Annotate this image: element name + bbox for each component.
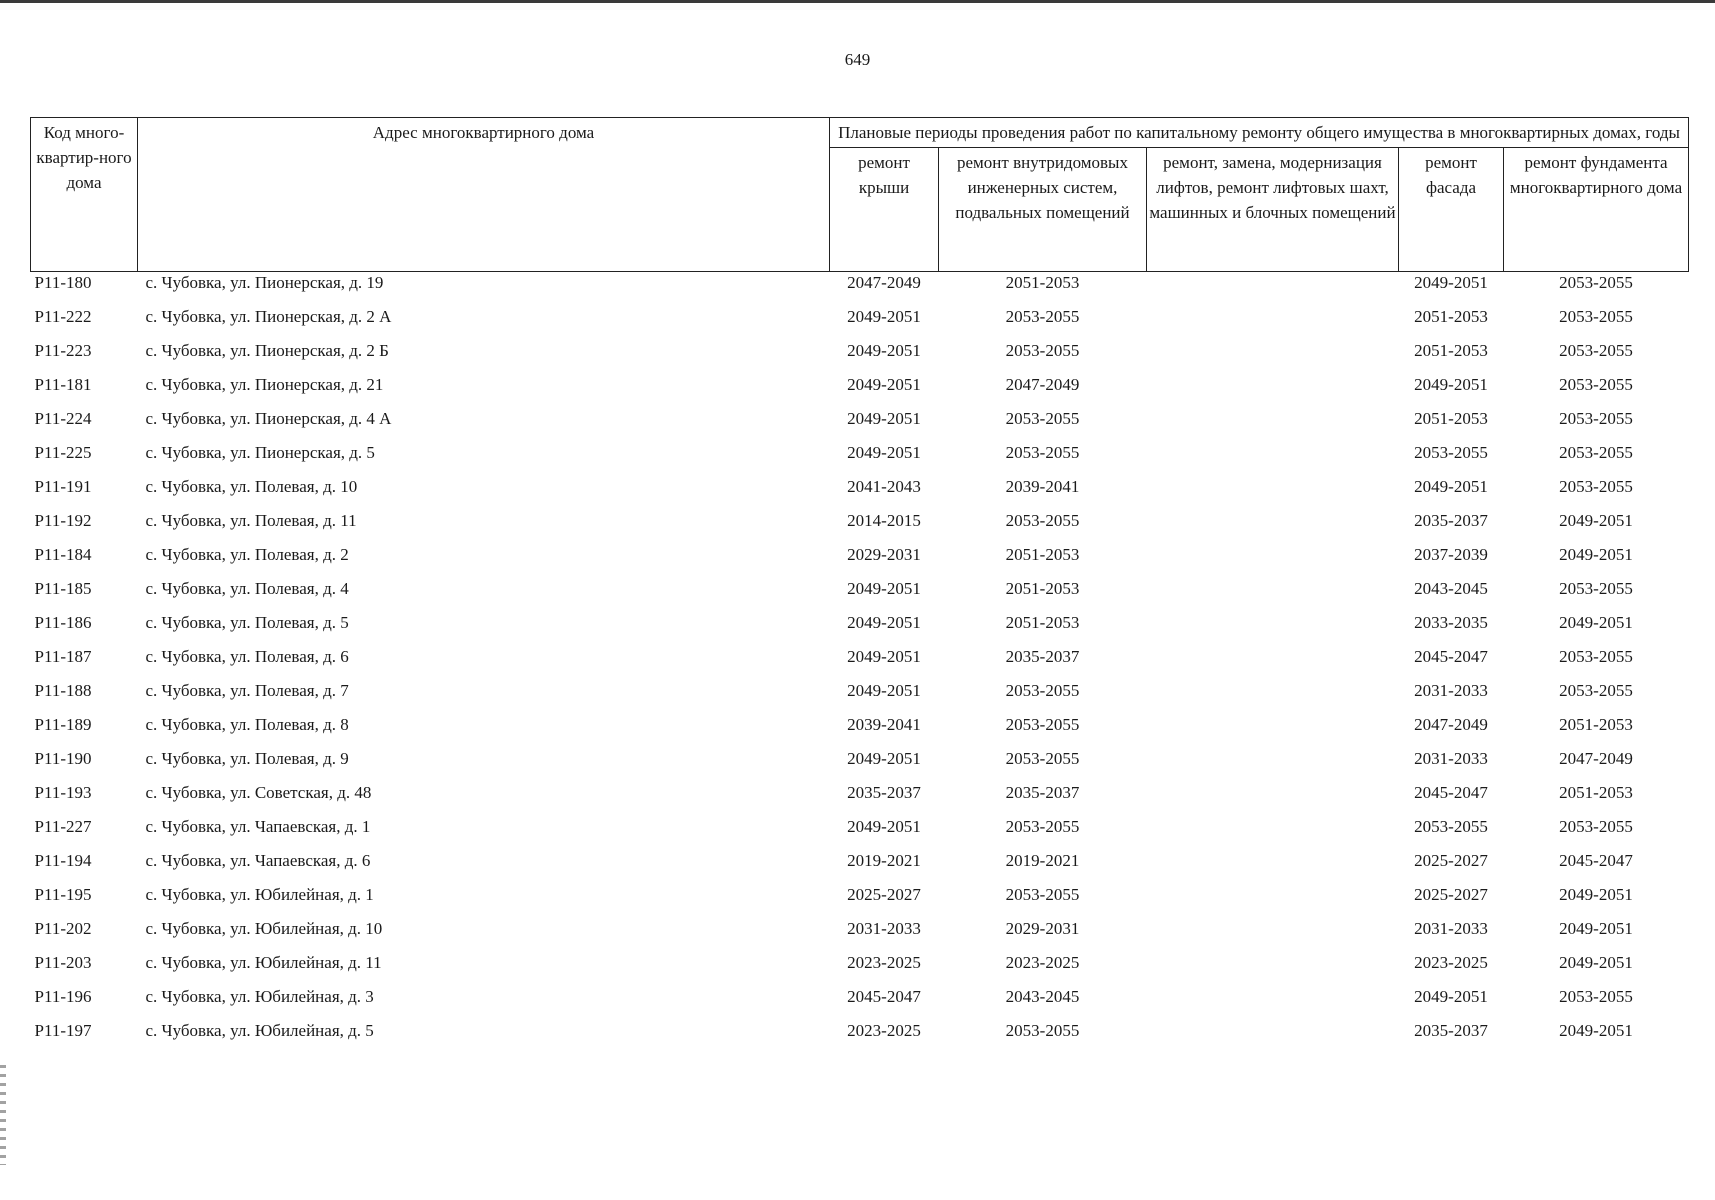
cell-roof: 2049-2051: [847, 443, 921, 462]
cell-engineering: 2029-2031: [1005, 919, 1080, 938]
cell-foundation: 2053-2055: [1559, 409, 1633, 428]
cell-engineering: 2053-2055: [1005, 681, 1080, 700]
cell-address: с. Чубовка, ул. Пионерская, д. 2 А: [145, 307, 392, 326]
cell-roof: 2049-2051: [847, 409, 921, 428]
table-row: [31, 408, 1689, 442]
table-row: [31, 612, 1689, 646]
cell-roof: 2049-2051: [847, 613, 921, 632]
cell-address: с. Чубовка, ул. Полевая, д. 8: [145, 715, 349, 734]
header-roof: ремонт крыши: [830, 148, 939, 272]
cell-code: P11-202: [34, 919, 92, 938]
cell-code: P11-184: [34, 545, 92, 564]
cell-foundation: 2049-2051: [1559, 953, 1633, 972]
cell-address: с. Чубовка, ул. Чапаевская, д. 1: [145, 817, 371, 836]
cell-engineering: 2035-2037: [1005, 647, 1080, 666]
cell-elevators: [1147, 612, 1399, 646]
cell-address: с. Чубовка, ул. Пионерская, д. 4 А: [145, 409, 392, 428]
cell-facade: 2051-2053: [1414, 307, 1488, 326]
cell-foundation: 2053-2055: [1559, 443, 1633, 462]
cell-foundation: 2047-2049: [1559, 749, 1633, 768]
cell-facade: 2035-2037: [1414, 511, 1488, 530]
cell-roof: 2014-2015: [847, 511, 921, 530]
cell-roof: 2025-2027: [847, 885, 921, 904]
repair-schedule-table-container: [30, 117, 1688, 1054]
cell-engineering: 2053-2055: [1005, 885, 1080, 904]
cell-roof: 2049-2051: [847, 681, 921, 700]
cell-elevators: [1147, 646, 1399, 680]
cell-elevators: [1147, 918, 1399, 952]
table-row: [31, 646, 1689, 680]
cell-facade: 2023-2025: [1414, 953, 1488, 972]
cell-foundation: 2053-2055: [1559, 817, 1633, 836]
cell-foundation: 2053-2055: [1559, 647, 1633, 666]
cell-roof: 2023-2025: [847, 953, 921, 972]
table-row: [31, 714, 1689, 748]
cell-roof: 2049-2051: [847, 341, 921, 360]
table-row: [31, 510, 1689, 544]
cell-address: с. Чубовка, ул. Юбилейная, д. 5: [145, 1021, 374, 1040]
cell-elevators: [1147, 306, 1399, 340]
cell-address: с. Чубовка, ул. Полевая, д. 5: [145, 613, 349, 632]
cell-code: P11-193: [34, 783, 92, 802]
cell-address: с. Чубовка, ул. Пионерская, д. 5: [145, 443, 375, 462]
cell-address: с. Чубовка, ул. Полевая, д. 2: [145, 545, 349, 564]
table-header: [31, 118, 1689, 272]
table-row: [31, 272, 1689, 307]
header-facade: ремонт фасада: [1399, 148, 1504, 272]
table-row: [31, 884, 1689, 918]
cell-address: с. Чубовка, ул. Юбилейная, д. 1: [145, 885, 374, 904]
cell-elevators: [1147, 544, 1399, 578]
cell-address: с. Чубовка, ул. Полевая, д. 11: [145, 511, 357, 530]
cell-elevators: [1147, 374, 1399, 408]
cell-roof: 2041-2043: [847, 477, 921, 496]
cell-facade: 2025-2027: [1414, 851, 1488, 870]
cell-roof: 2031-2033: [847, 919, 921, 938]
cell-facade: 2031-2033: [1414, 681, 1488, 700]
cell-facade: 2047-2049: [1414, 715, 1488, 734]
cell-engineering: 2053-2055: [1005, 341, 1080, 360]
cell-roof: 2049-2051: [847, 817, 921, 836]
cell-code: P11-197: [34, 1021, 92, 1040]
cell-facade: 2035-2037: [1414, 1021, 1488, 1040]
cell-code: P11-185: [34, 579, 92, 598]
cell-roof: 2049-2051: [847, 579, 921, 598]
cell-address: с. Чубовка, ул. Советская, д. 48: [145, 783, 372, 802]
cell-roof: 2019-2021: [847, 851, 921, 870]
cell-address: с. Чубовка, ул. Юбилейная, д. 10: [145, 919, 383, 938]
cell-foundation: 2051-2053: [1559, 783, 1633, 802]
cell-foundation: 2049-2051: [1559, 885, 1633, 904]
cell-foundation: 2053-2055: [1559, 307, 1633, 326]
header-foundation: ремонт фундамента многоквартирного дома: [1504, 148, 1689, 272]
cell-foundation: 2049-2051: [1559, 919, 1633, 938]
cell-address: с. Чубовка, ул. Пионерская, д. 19: [145, 273, 384, 292]
cell-elevators: [1147, 986, 1399, 1020]
cell-code: P11-181: [34, 375, 92, 394]
cell-facade: 2049-2051: [1414, 273, 1488, 292]
cell-facade: 2043-2045: [1414, 579, 1488, 598]
cell-roof: 2045-2047: [847, 987, 921, 1006]
cell-code: P11-225: [34, 443, 92, 462]
header-elevators: ремонт, замена, модернизация лифтов, ремонт лифтовых шахт, машинных и блочных помещений: [1147, 148, 1399, 272]
cell-elevators: [1147, 680, 1399, 714]
cell-elevators: [1147, 578, 1399, 612]
cell-engineering: 2051-2053: [1005, 545, 1080, 564]
table-row: [31, 340, 1689, 374]
cell-facade: 2051-2053: [1414, 341, 1488, 360]
table-row: [31, 816, 1689, 850]
cell-foundation: 2049-2051: [1559, 613, 1633, 632]
cell-address: с. Чубовка, ул. Юбилейная, д. 11: [145, 953, 382, 972]
cell-foundation: 2053-2055: [1559, 987, 1633, 1006]
cell-code: P11-191: [34, 477, 92, 496]
cell-roof: 2047-2049: [847, 273, 921, 292]
cell-roof: 2049-2051: [847, 749, 921, 768]
cell-engineering: 2051-2053: [1005, 613, 1080, 632]
cell-roof: 2039-2041: [847, 715, 921, 734]
cell-engineering: 2019-2021: [1005, 851, 1080, 870]
cell-code: P11-186: [34, 613, 92, 632]
cell-elevators: [1147, 782, 1399, 816]
cell-facade: 2049-2051: [1414, 375, 1488, 394]
cell-facade: 2025-2027: [1414, 885, 1488, 904]
cell-roof: 2029-2031: [847, 545, 921, 564]
cell-address: с. Чубовка, ул. Полевая, д. 10: [145, 477, 358, 496]
cell-engineering: 2053-2055: [1005, 307, 1080, 326]
table-row: [31, 748, 1689, 782]
cell-engineering: 2053-2055: [1005, 1021, 1080, 1040]
table-row: [31, 952, 1689, 986]
cell-engineering: 2043-2045: [1005, 987, 1080, 1006]
cell-facade: 2031-2033: [1414, 919, 1488, 938]
table-row: [31, 1020, 1689, 1054]
cell-engineering: 2023-2025: [1005, 953, 1080, 972]
cell-facade: 2049-2051: [1414, 987, 1488, 1006]
cell-engineering: 2053-2055: [1005, 817, 1080, 836]
cell-foundation: 2053-2055: [1559, 375, 1633, 394]
table-row: [31, 442, 1689, 476]
cell-code: P11-195: [34, 885, 92, 904]
cell-foundation: 2053-2055: [1559, 579, 1633, 598]
cell-elevators: [1147, 748, 1399, 782]
cell-engineering: 2053-2055: [1005, 511, 1080, 530]
cell-foundation: 2049-2051: [1559, 1021, 1633, 1040]
cell-roof: 2049-2051: [847, 647, 921, 666]
cell-elevators: [1147, 952, 1399, 986]
cell-facade: 2045-2047: [1414, 647, 1488, 666]
cell-elevators: [1147, 510, 1399, 544]
cell-address: с. Чубовка, ул. Пионерская, д. 2 Б: [145, 341, 389, 360]
cell-facade: 2033-2035: [1414, 613, 1488, 632]
page-number: 649: [844, 50, 871, 69]
cell-facade: 2053-2055: [1414, 817, 1488, 836]
cell-engineering: 2053-2055: [1005, 443, 1080, 462]
cell-elevators: [1147, 408, 1399, 442]
table-row: [31, 918, 1689, 952]
header-row-1: [31, 118, 1689, 148]
cell-code: P11-196: [34, 987, 92, 1006]
cell-foundation: 2045-2047: [1559, 851, 1633, 870]
header-code: Код много-квартир-ного дома: [31, 118, 138, 272]
cell-address: с. Чубовка, ул. Юбилейная, д. 3: [145, 987, 374, 1006]
cell-engineering: 2051-2053: [1005, 273, 1080, 292]
cell-facade: 2031-2033: [1414, 749, 1488, 768]
cell-code: P11-224: [34, 409, 92, 428]
cell-elevators: [1147, 850, 1399, 884]
cell-foundation: 2049-2051: [1559, 511, 1633, 530]
cell-code: P11-188: [34, 681, 92, 700]
cell-address: с. Чубовка, ул. Полевая, д. 6: [145, 647, 349, 666]
cell-engineering: 2035-2037: [1005, 783, 1080, 802]
table-row: [31, 374, 1689, 408]
cell-address: с. Чубовка, ул. Чапаевская, д. 6: [145, 851, 371, 870]
header-periods: Плановые периоды проведения работ по капитальному ремонту общего имущества в многоквартирных домах, годы: [830, 118, 1689, 148]
cell-facade: 2049-2051: [1414, 477, 1488, 496]
cell-roof: 2049-2051: [847, 375, 921, 394]
repair-schedule-table: [30, 117, 1689, 1054]
cell-code: P11-222: [34, 307, 92, 326]
cell-foundation: 2053-2055: [1559, 273, 1633, 292]
cell-roof: 2035-2037: [847, 783, 921, 802]
cell-address: с. Чубовка, ул. Полевая, д. 9: [145, 749, 349, 768]
table-row: [31, 476, 1689, 510]
table-row: [31, 986, 1689, 1020]
header-engineering: ремонт внутридомовых инженерных систем, подвальных помещений: [939, 148, 1147, 272]
cell-roof: 2023-2025: [847, 1021, 921, 1040]
cell-code: P11-194: [34, 851, 92, 870]
cell-foundation: 2049-2051: [1559, 545, 1633, 564]
table-row: [31, 306, 1689, 340]
cell-elevators: [1147, 442, 1399, 476]
cell-engineering: 2053-2055: [1005, 749, 1080, 768]
cell-code: P11-192: [34, 511, 92, 530]
cell-code: P11-227: [34, 817, 92, 836]
cell-elevators: [1147, 1020, 1399, 1054]
cell-facade: 2037-2039: [1414, 545, 1488, 564]
cell-code: P11-189: [34, 715, 92, 734]
cell-code: P11-203: [34, 953, 92, 972]
cell-elevators: [1147, 340, 1399, 374]
cell-address: с. Чубовка, ул. Пионерская, д. 21: [145, 375, 384, 394]
table-row: [31, 544, 1689, 578]
cell-code: P11-187: [34, 647, 92, 666]
cell-engineering: 2051-2053: [1005, 579, 1080, 598]
cell-facade: 2045-2047: [1414, 783, 1488, 802]
cell-address: с. Чубовка, ул. Полевая, д. 7: [145, 681, 349, 700]
cell-roof: 2049-2051: [847, 307, 921, 326]
cell-elevators: [1147, 816, 1399, 850]
cell-foundation: 2051-2053: [1559, 715, 1633, 734]
table-body: [31, 272, 1689, 1055]
cell-elevators: [1147, 272, 1399, 307]
table-row: [31, 578, 1689, 612]
cell-code: P11-190: [34, 749, 92, 768]
cell-engineering: 2053-2055: [1005, 715, 1080, 734]
cell-engineering: 2053-2055: [1005, 409, 1080, 428]
header-address: Адрес многоквартирного дома: [138, 118, 830, 272]
cell-address: с. Чубовка, ул. Полевая, д. 4: [145, 579, 349, 598]
cell-engineering: 2047-2049: [1005, 375, 1080, 394]
cell-engineering: 2039-2041: [1005, 477, 1080, 496]
cell-elevators: [1147, 714, 1399, 748]
cell-code: P11-180: [34, 273, 92, 292]
scan-edge-mark: [0, 1065, 6, 1165]
cell-facade: 2053-2055: [1414, 443, 1488, 462]
cell-code: P11-223: [34, 341, 92, 360]
table-row: [31, 850, 1689, 884]
table-row: [31, 680, 1689, 714]
cell-foundation: 2053-2055: [1559, 477, 1633, 496]
top-border-rule: [0, 0, 1715, 3]
cell-facade: 2051-2053: [1414, 409, 1488, 428]
table-row: [31, 782, 1689, 816]
cell-elevators: [1147, 476, 1399, 510]
cell-elevators: [1147, 884, 1399, 918]
cell-foundation: 2053-2055: [1559, 681, 1633, 700]
cell-foundation: 2053-2055: [1559, 341, 1633, 360]
